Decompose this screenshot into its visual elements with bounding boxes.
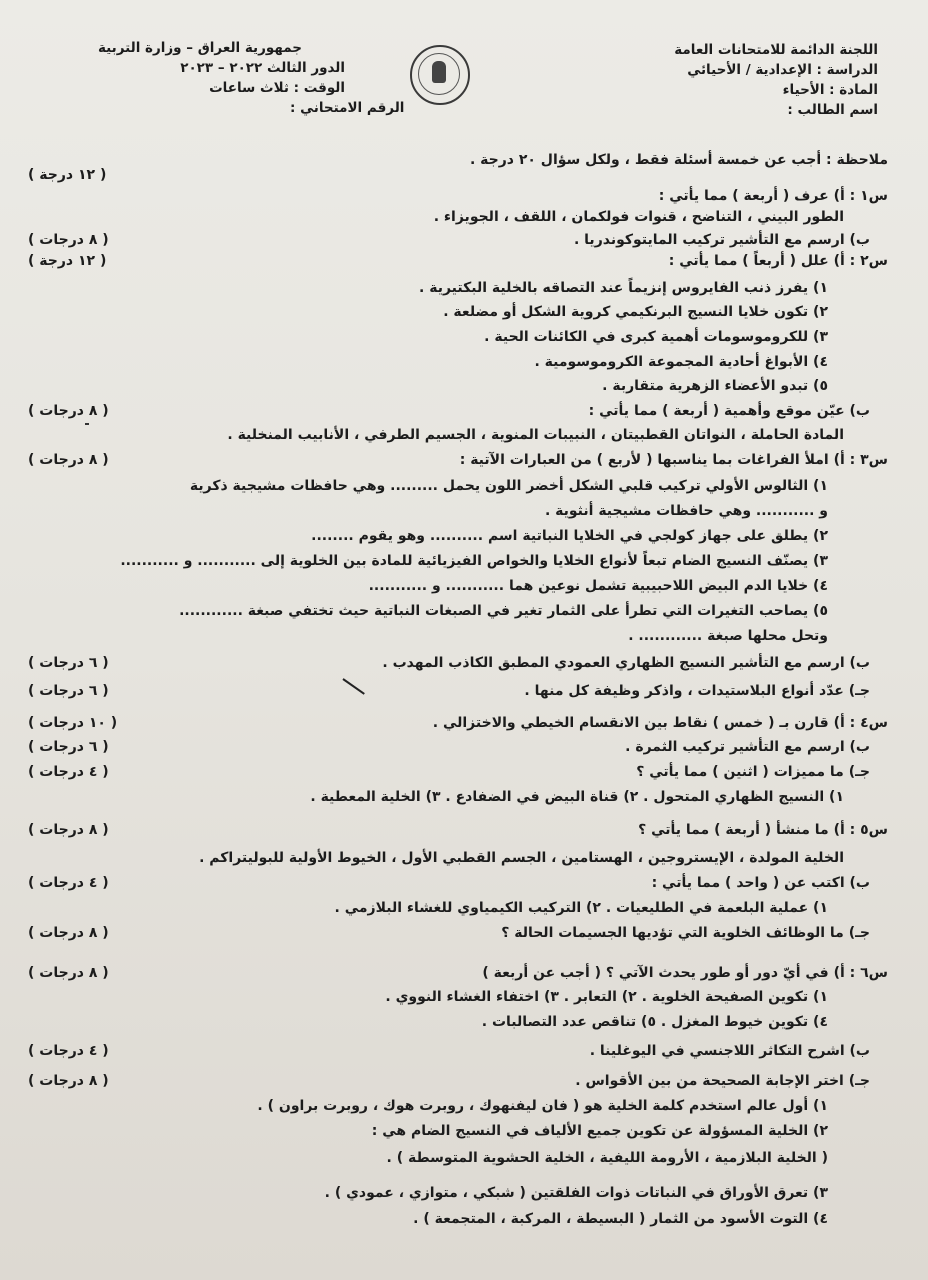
question-line [20, 624, 888, 648]
question-text: ٤) التوت الأسود من الثمار ( البسيطة ، المركبة ، المتجمعة ) . [413, 1211, 828, 1227]
question-text: ٥) تبدو الأعضاء الزهرية متقاربة . [602, 378, 828, 394]
marks-label: ( ١٢ درجة ) [28, 167, 107, 183]
question-line [20, 679, 888, 703]
question-line [20, 896, 888, 920]
question-text: المادة الحاملة ، النواتان القطبيتان ، النبيبات المنوية ، الجسيم الطرفي ، الأنابيب المنخلية . [227, 427, 844, 443]
question-text: ب) ارسم مع التأشير تركيب المايتوكوندريا . [573, 232, 870, 248]
question-line [20, 1094, 888, 1118]
marks-label: ( ٤ درجات ) [28, 875, 109, 891]
question-line [20, 1069, 888, 1093]
header-left [55, 38, 345, 98]
question-text: وتحل محلها صبغة ............ . [628, 628, 828, 644]
question-line [20, 961, 888, 985]
header-committee: اللجنة الدائمة للامتحانات العامة [674, 42, 878, 58]
question-text: ١) يفرز ذنب الفايروس إنزيماً عند التصاقه بالخلية البكتيرية . [419, 280, 828, 296]
question-line [20, 921, 888, 945]
marks-label: ( ١٠ درجات ) [28, 715, 118, 731]
question-line [20, 574, 888, 598]
header-ministry: جمهورية العراق – وزارة التربية [97, 40, 303, 56]
question-text: ٤) خلايا الدم البيض اللاحبيبية تشمل نوعين هما ........... و ........... [368, 578, 828, 594]
marks-label: ( ٦ درجات ) [28, 683, 109, 699]
question-text: ١) تكوين الصفيحة الخلوية . ٢) التعابر . ٣) اختفاء الغشاء النووي . [385, 989, 828, 1005]
question-line [20, 735, 888, 759]
question-line [20, 711, 888, 735]
question-text: س٥ : أ) ما منشأ ( أربعة ) مما يأتي ؟ [638, 822, 888, 838]
marks-label: ( ٦ درجات ) [28, 655, 109, 671]
question-line [20, 350, 888, 374]
question-line [20, 818, 888, 842]
header-student-name: اسم الطالب : [787, 102, 878, 118]
pen-dot [85, 423, 89, 425]
question-text: ١) النسيج الظهاري المتحول . ٢) قناة البيض في الضفادع . ٣) الخلية المعطية . [310, 789, 844, 805]
marks-label: ( ٤ درجات ) [28, 764, 109, 780]
question-line [20, 276, 888, 300]
question-line [20, 448, 888, 472]
question-line [20, 599, 888, 623]
question-text: جـ) ما مميزات ( اثنين ) مما يأتي ؟ [636, 764, 870, 780]
question-line [20, 985, 888, 1009]
question-text: ٢) تكون خلايا النسيج البرنكيمي كروية الشكل أو مضلعة . [443, 304, 828, 320]
question-line [20, 1146, 888, 1170]
question-line [20, 1119, 888, 1143]
question-text: ٤) تكوين خيوط المغزل . ٥) تناقص عدد التصالبات . [481, 1014, 828, 1030]
question-text: ملاحظة : أجب عن خمسة أسئلة فقط ، ولكل سؤال ٢٠ درجة . [469, 152, 888, 168]
question-text: جـ) عدّد أنواع البلاستيدات ، واذكر وظيفة كل منها . [524, 683, 870, 699]
header-subject: المادة : الأحياء [782, 82, 878, 98]
question-text: ب) اشرح التكاثر اللاجنسي في اليوغلينا . [589, 1043, 870, 1059]
question-line [20, 325, 888, 349]
marks-label: ( ٨ درجات ) [28, 822, 109, 838]
question-text: ب) ارسم مع التأشير تركيب الثمرة . [625, 739, 870, 755]
marks-label: ( ٨ درجات ) [28, 965, 109, 981]
question-text: ب) عيّن موقع وأهمية ( أربعة ) مما يأتي : [588, 403, 870, 419]
question-line [20, 499, 888, 523]
question-text: الخلية المولدة ، الإيستروجين ، الهستامين ، الجسم القطبي الأول ، الخيوط الأولية للبوليتراكم . [199, 850, 844, 866]
question-line [20, 871, 888, 895]
question-line [20, 549, 888, 573]
question-line [20, 1039, 888, 1063]
marks-label: ( ١٢ درجة ) [28, 253, 107, 269]
header-right [548, 40, 878, 120]
question-text: ٢) يطلق على جهاز كولجي في الخلايا النباتية اسم .......... وهو يقوم ........ [311, 528, 828, 544]
question-text: جـ) ما الوظائف الخلوية التي تؤديها الجسيمات الحالة ؟ [501, 925, 870, 941]
header-time: الوقت : ثلاث ساعات [209, 80, 345, 96]
question-text: ٥) يصاحب التغيرات التي تطرأ على الثمار تغير في الصبغات النباتية حيث تختفي صبغة ............ [179, 603, 828, 619]
question-line [20, 300, 888, 324]
question-line [20, 785, 888, 809]
question-text: ١) الثالوس الأولي تركيب قلبي الشكل أخضر اللون يحمل ......... وهي حافظات مشيجية ذكرية [189, 478, 828, 494]
question-text: ( الخلية البلازمية ، الأرومة الليفية ، الخلية الحشوية المتوسطة ) . [386, 1150, 828, 1166]
marks-label: ( ٨ درجات ) [28, 403, 109, 419]
question-line [20, 846, 888, 870]
question-line [20, 524, 888, 548]
marks-label: ( ٦ درجات ) [28, 739, 109, 755]
question-text: ٢) الخلية المسؤولة عن تكوين جميع الألياف في النسيج الضام هي : [371, 1123, 828, 1139]
question-text: الطور البيني ، التناضح ، قنوات فولكمان ، اللقف ، الجويزاء . [433, 209, 844, 225]
question-text: س١ : أ) عرف ( أربعة ) مما يأتي : [658, 188, 888, 204]
question-text: ٣) تعرق الأوراق في النباتات ذوات الفلقتين ( شبكي ، متوازي ، عمودي ) . [324, 1185, 828, 1201]
question-line [20, 205, 888, 229]
marks-label: ( ٨ درجات ) [28, 452, 109, 468]
question-line [20, 423, 888, 447]
question-text: ٣) يصنّف النسيج الضام تبعاً لأنواع الخلايا والخواص الفيزيائية للمادة بين الخلوية إلى ........... و ........... [120, 553, 828, 569]
header-study: الدراسة : الإعدادية / الأحيائي [687, 62, 878, 78]
question-text: و ........... وهي حافظات مشيجية أنثوية . [544, 503, 828, 519]
question-line [20, 249, 888, 273]
question-text: جـ) اختر الإجابة الصحيحة من بين الأقواس . [575, 1073, 870, 1089]
question-line [20, 1010, 888, 1034]
question-line [20, 651, 888, 675]
question-line [20, 374, 888, 398]
marks-label: ( ٨ درجات ) [28, 232, 109, 248]
question-line [20, 1181, 888, 1205]
question-line [20, 1207, 888, 1231]
marks-label: ( ٨ درجات ) [28, 1073, 109, 1089]
question-text: س٤ : أ) قارن بـ ( خمس ) نقاط بين الانقسام الخيطي والاختزالي . [432, 715, 888, 731]
question-text: س٢ : أ) علل ( أربعاً ) مما يأتي : [668, 253, 888, 269]
question-text: س٦ : أ) في أيّ دور أو طور يحدث الآتي ؟ ( أجب عن أربعة ) [482, 965, 888, 981]
header-round: الدور الثالث ٢٠٢٢ – ٢٠٢٣ [180, 60, 345, 76]
question-text: ٣) للكروموسومات أهمية كبرى في الكائنات الحية . [484, 329, 828, 345]
question-text: ب) اكتب عن ( واحد ) مما يأتي : [651, 875, 870, 891]
question-text: س٣ : أ) املأ الفراغات بما يناسبها ( لأربع ) من العبارات الآتية : [459, 452, 888, 468]
question-text: ١) عملية البلعمة في الطليعيات . ٢) التركيب الكيمياوي للغشاء البلازمي . [334, 900, 828, 916]
question-text: ١) أول عالم استخدم كلمة الخلية هو ( فان ليفنهوك ، روبرت هوك ، روبرت براون ) . [257, 1098, 828, 1114]
question-line [20, 399, 888, 423]
question-line [20, 474, 888, 498]
question-text: ب) ارسم مع التأشير النسيج الظهاري العمودي المطبق الكاذب المهدب . [382, 655, 870, 671]
question-line [20, 760, 888, 784]
marks-label: ( ٨ درجات ) [28, 925, 109, 941]
exam-number-label: الرقم الامتحاني : [290, 100, 405, 116]
ministry-seal-icon [410, 45, 470, 105]
marks-label: ( ٤ درجات ) [28, 1043, 109, 1059]
question-text: ٤) الأبواغ أحادية المجموعة الكروموسومية . [534, 354, 828, 370]
